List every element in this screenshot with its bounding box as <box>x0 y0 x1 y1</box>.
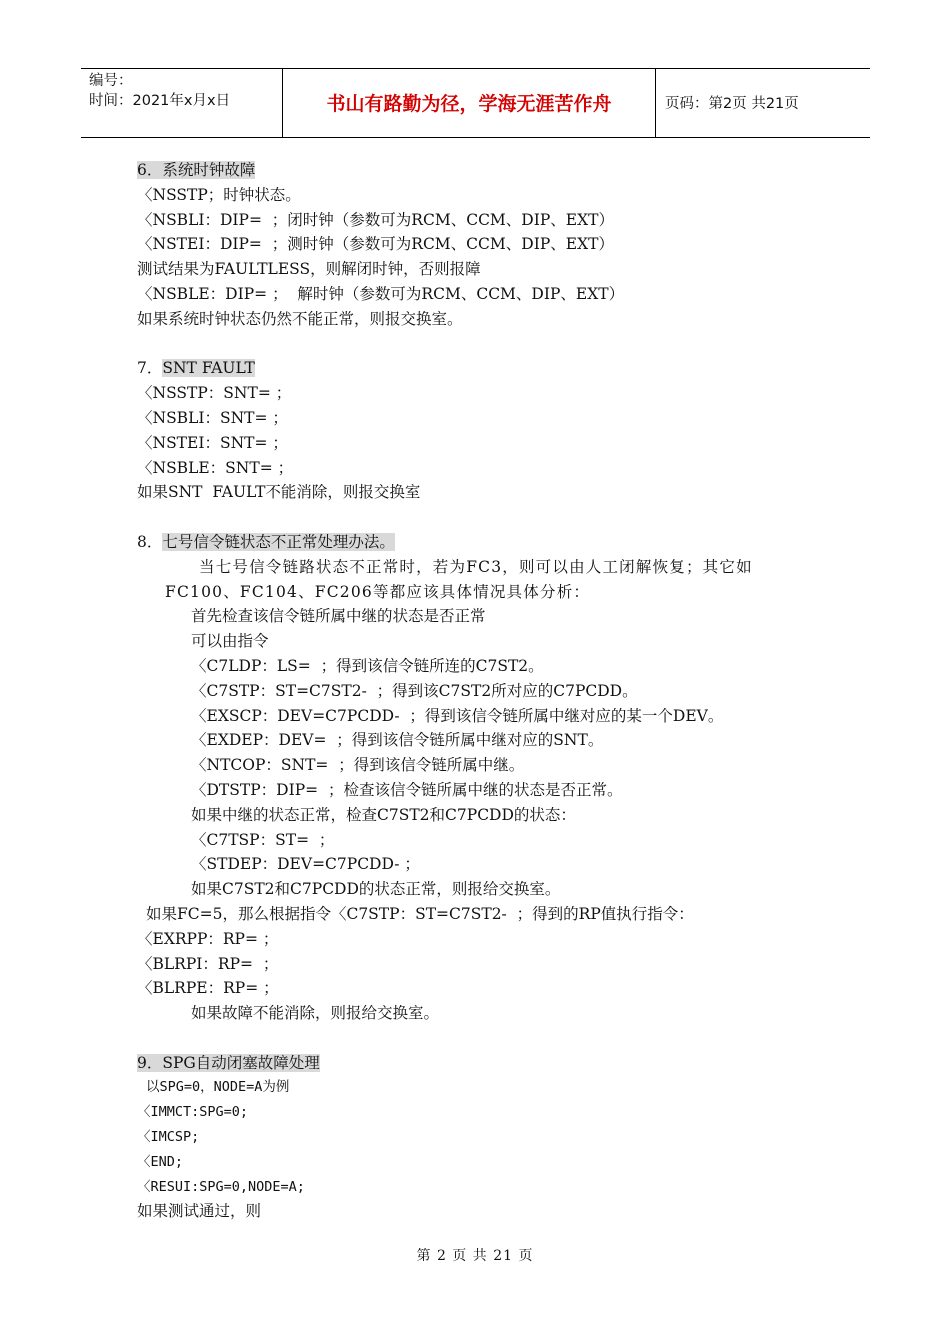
command-line: 〈BLRPI：RP= ； <box>137 954 279 973</box>
command-line: 〈EXRPP：RP= ； <box>137 929 279 948</box>
body-line: 如果SNT FAULT不能消除，则报交换室 <box>137 483 421 502</box>
section-7-number: 7． <box>137 359 163 378</box>
body-line: 如果系统时钟状态仍然不能正常，则报交换室。 <box>137 309 463 328</box>
command-line: 〈STDEP：DEV=C7PCDD- ； <box>191 855 420 874</box>
body-line: 如果FC=5，那么根据指令〈C7STP：ST=C7ST2- ；得到的RP值执行指令： <box>146 904 694 923</box>
body-line: 〈NSBLE：SNT= ； <box>137 458 294 477</box>
command-line: 〈EXSCP：DEV=C7PCDD- ；得到该信令链所属中继对应的某一个DEV。 <box>191 706 724 725</box>
command-line: 〈NTCOP：SNT= ；得到该信令链所属中继。 <box>191 756 525 775</box>
body-line: 〈NSBLI：SNT= ； <box>137 408 288 427</box>
body-line: 如果测试通过，则 <box>137 1202 262 1221</box>
body-line: 〈NSBLI：DIP= ；闭时钟（参数可为RCM、CCM、DIP、EXT） <box>137 210 614 229</box>
code-line: 〈IMCSP; <box>137 1129 200 1146</box>
body-line: 测试结果为FAULTLESS，则解闭时钟，否则报障 <box>137 260 481 279</box>
body-line: 〈NSSTP：SNT= ； <box>137 384 292 403</box>
header-motto: 书山有路勤为径，学海无涯苦作舟 <box>326 93 612 115</box>
page-header <box>81 68 870 138</box>
section-9-title: 9．SPG自动闭塞故障处理 <box>137 1053 320 1072</box>
code-line: 〈RESUI:SPG=0,NODE=A; <box>137 1178 305 1195</box>
header-divider <box>655 69 656 137</box>
body-line: 如果C7ST2和C7PCDD的状态正常，则报给交换室。 <box>191 880 561 899</box>
body-line: 首先检查该信令链所属中继的状态是否正常 <box>191 607 486 626</box>
page-footer: 第 2 页 共 21 页 <box>416 1248 534 1264</box>
body-line: 可以由指令 <box>191 632 269 651</box>
document-number-label: 编号： <box>89 73 133 89</box>
body-line: 如果中继的状态正常，检查C7ST2和C7PCDD的状态： <box>191 805 576 824</box>
code-line: 以SPG=0，NODE=A为例 <box>146 1079 290 1096</box>
header-page-number: 页码：第2页 共21页 <box>665 96 799 112</box>
section-8-number: 8． <box>137 532 163 551</box>
command-line: 〈C7LDP：LS= ；得到该信令链所连的C7ST2。 <box>191 656 544 675</box>
header-left <box>89 71 230 111</box>
command-line: 〈DTSTP：DIP= ；检查该信令链所属中继的状态是否正常。 <box>191 780 623 799</box>
document-body <box>137 158 827 1224</box>
section-8-title: 七号信令链状态不正常处理办法。 <box>162 532 395 551</box>
section-8-paragraph: 当七号信令链路状态不正常时，若为FC3，则可以由人工闭解恢复；其它如FC100、FC104、FC206等都应该具体情况具体分析： <box>165 557 753 601</box>
body-line: 〈NSBLE：DIP= ； 解时钟（参数可为RCM、CCM、DIP、EXT） <box>137 284 625 303</box>
code-line: 〈END; <box>137 1153 184 1170</box>
command-line: 〈EXDEP：DEV= ；得到该信令链所属中继对应的SNT。 <box>191 731 604 750</box>
section-7-title: SNT FAULT <box>162 359 255 378</box>
code-line: 〈IMMCT:SPG=0; <box>137 1104 249 1121</box>
body-line: 〈NSTEI：SNT= ； <box>137 433 288 452</box>
command-line: 〈C7TSP：ST= ； <box>191 830 335 849</box>
body-line: 如果故障不能消除，则报给交换室。 <box>191 1004 440 1023</box>
command-line: 〈BLRPE：RP= ； <box>137 979 279 998</box>
section-6-title: 6．系统时钟故障 <box>137 161 256 179</box>
command-line: 〈C7STP：ST=C7ST2- ；得到该C7ST2所对应的C7PCDD。 <box>191 681 638 700</box>
body-line: 〈NSSTP；时钟状态。 <box>137 185 301 204</box>
document-date-label: 时间：2021年x月x日 <box>89 93 231 109</box>
body-line: 〈NSTEI：DIP= ；测时钟（参数可为RCM、CCM、DIP、EXT） <box>137 235 614 254</box>
